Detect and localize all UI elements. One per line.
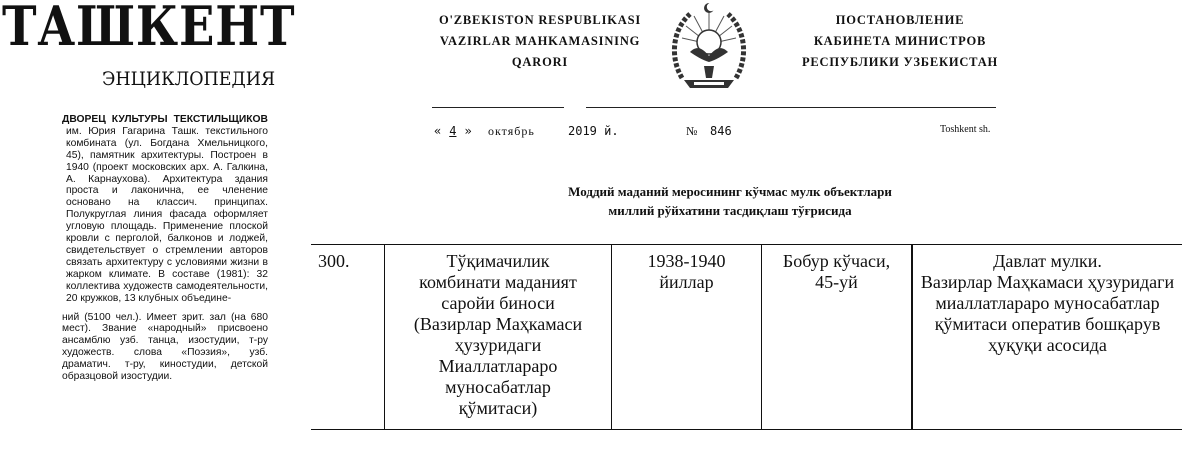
- years-line: 1938-1940: [647, 251, 726, 271]
- object-name-line: Тўқимачилик: [446, 251, 550, 271]
- ownership-line: миаллатлараро муносабатлар: [935, 293, 1160, 313]
- years-cell: [611, 245, 761, 429]
- header-ru-line: ПОСТАНОВЛЕНИЕ: [835, 13, 965, 27]
- decree-date-day: [434, 124, 472, 138]
- header-rule-right: [586, 107, 996, 108]
- object-name-line: саройи биноси: [441, 293, 555, 313]
- object-name-line: қўмитаси): [458, 398, 538, 418]
- state-emblem-icon: [668, 0, 750, 98]
- object-name-line: ҳузуридаги: [454, 335, 542, 355]
- header-uz-line: QARORI: [511, 55, 569, 69]
- ownership-line: Вазирлар Маҳкамаси ҳузуридаги: [920, 272, 1175, 292]
- decree-header-russian: [790, 10, 1010, 73]
- date-prefix: «: [434, 124, 442, 138]
- object-name-cell: [384, 245, 611, 429]
- decree-header-uzbek: [420, 10, 660, 73]
- header-uz-line: O'ZBEKISTON RESPUBLIKASI: [438, 13, 642, 27]
- entry-paragraph-1: [62, 114, 268, 305]
- address-line: 45-уй: [815, 272, 858, 292]
- decree-number-label: №: [686, 124, 698, 138]
- decree-city: Toshkent sh.: [940, 124, 991, 135]
- decree-title-line: Моддий маданий меросининг кўчмас мулк объектлари: [568, 184, 892, 199]
- encyclopedia-subtitle: ЭНЦИКЛОПЕДИЯ: [102, 68, 276, 90]
- object-name-line: (Вазирлар Маҳкамаси: [413, 314, 583, 334]
- object-name-line: Миаллатлараро: [438, 356, 558, 376]
- encyclopedia-title: ТАШКЕНТ: [2, 0, 296, 58]
- decree-title-line: миллий рўйхатини тасдиқлаш тўғрисида: [608, 203, 852, 218]
- decree-date-year: 2019 й.: [568, 124, 619, 138]
- decree-number: 846: [710, 124, 732, 138]
- header-ru-line: РЕСПУБЛИКИ УЗБЕКИСТАН: [801, 55, 999, 69]
- address-cell: [761, 245, 911, 429]
- years-line: йиллар: [659, 272, 714, 292]
- ownership-line: ҳуқуқи асосида: [988, 335, 1107, 355]
- date-day-close: »: [464, 124, 472, 138]
- ownership-cell: [911, 245, 1182, 429]
- row-number-cell: [311, 245, 384, 429]
- entry-body-1: им. Юрия Гагарина Ташк. текстильного комбината (ул. Богдана Хмельницкого, 45), памятник архитектуры. Построен в 1940 (проект московских арх. А. Галкина, А. Карнаухова). Архитектура здания проста и лаконична, ее членение основано на классич. принципах. Полукруглая линия фасада оформляет угловую площадь. Применение плоской кровли с перголой, балконов и лоджей, свидетельствует о стремлении авторов связать архитектуру с условиями жизни в жарком климате. В составе (1981): 32 коллектива художеств самодеятельности, 20 кружков, 13 клубных объедине-: [66, 125, 268, 304]
- object-name-line: комбинати маданият: [419, 272, 577, 292]
- decree-date-month: октябрь: [488, 124, 535, 138]
- entry-heading: ДВОРЕЦ КУЛЬТУРЫ ТЕКСТИЛЬЩИКОВ: [62, 114, 268, 125]
- row-number: 300.: [318, 251, 350, 271]
- header-uz-line: VAZIRLAR MAHKAMASINING: [439, 34, 641, 48]
- ownership-line: қўмитаси оператив бошқарув: [934, 314, 1161, 334]
- register-table-row: [311, 244, 1182, 430]
- header-rule-left: [432, 107, 564, 108]
- date-day-value: 4: [449, 124, 457, 138]
- ownership-line: Давлат мулки.: [993, 251, 1102, 271]
- encyclopedia-entry: [62, 114, 268, 383]
- header-ru-line: КАБИНЕТА МИНИСТРОВ: [813, 34, 987, 48]
- object-name-line: муносабатлар: [445, 377, 551, 397]
- address-line: Бобур кўчаси,: [782, 251, 891, 271]
- entry-body-2: ний (5100 чел.). Имеет зрит. зал (на 680 мест). Звание «народный» присвоено ансамблю узб. танца, изостудии, т-ру художеств. слова «Поэзия», узб. драматич. т-ру, киностудии, детской образцовой изостудии.: [62, 311, 268, 383]
- decree-title: [430, 182, 1030, 220]
